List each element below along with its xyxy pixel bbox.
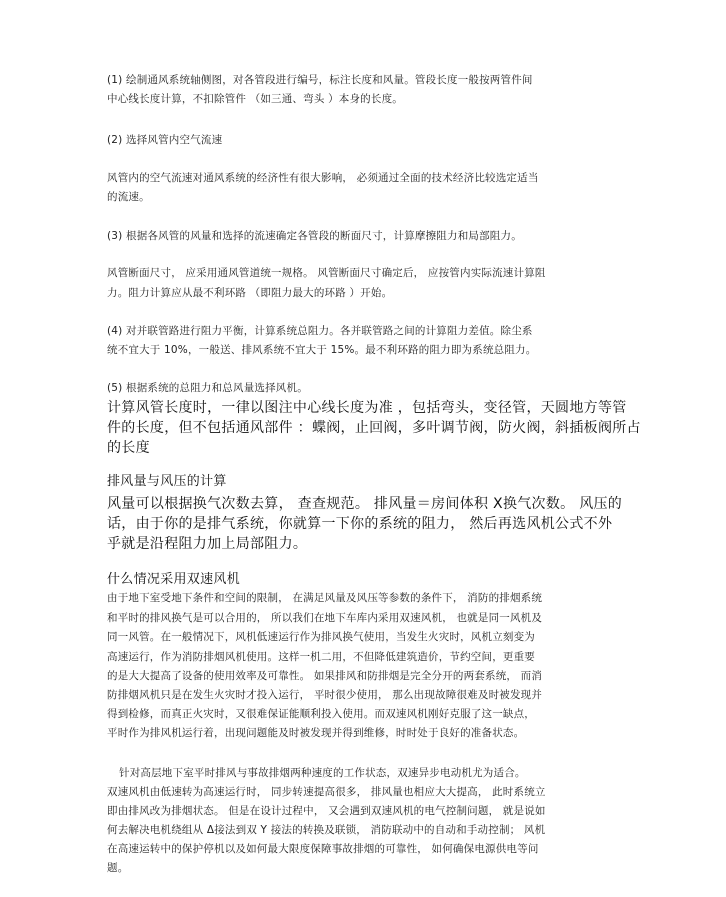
paragraph-3-line-1: 风管内的空气流速对通风系统的经济性有很大影响， 必须通过全面的技术经济比较选定适当 [107,172,539,184]
paragraph-1-line-1: (1) 绘制通风系统轴侧图，对各管段进行编号，标注长度和风量。管段长度一般按两管件间 [107,74,533,86]
paragraph-10-line-7: 得到检修，而真正火灾时，又很难保证能顺利投入使用。而双速风机刚好克服了这一缺点， [107,708,535,720]
paragraph-10-line-6: 防排烟风机只是在发生火灾时才投入运行， 平时很少使用， 那么出现故障很难及时被发现并 [107,689,543,701]
paragraph-10-line-3: 同一风管。在一般情况下，风机低速运行作为排风换气使用，当发生火灾时，风机立刻变为 [107,631,535,643]
paragraph-11-line-3: 即由排风改为排烟状态。 但是在设计过程中， 又会遇到双速风机的电气控制问题， 就是说如 [107,805,546,817]
paragraph-11-line-4: 何去解决电机绕组从 Δ接法到双 Y 接法的转换及联锁， 消防联动中的自动和手动控制； 风机 [107,824,546,836]
paragraph-11-line-5: 在高速运转中的保护停机以及如何最大限度保障事故排烟的可靠性， 如何确保电源供电等问 [107,843,539,855]
paragraph-4-heading: (3) 根据各风管的风量和选择的流速确定各管段的断面尺寸，计算摩擦阻力和局部阻力。 [107,230,522,242]
paragraph-6-line-1: (4) 对并联管路进行阻力平衡，计算系统总阻力。各并联管路之间的计算阻力差值。除尘系 [107,325,533,337]
paragraph-8-line-3: 的长度 [107,440,150,456]
section-heading-dual-speed-fan: 什么情况采用双速风机 [107,572,241,587]
paragraph-7-heading: (5) 根据系统的总阻力和总风量选择风机。 [107,382,308,394]
paragraph-8-line-1: 计算风管长度时，一律以图注中心线长度为准 ，包括弯头，变径管，天圆地方等管 [107,400,627,416]
paragraph-11-line-2: 双速风机由低速转为高速运行时， 同步转速提高很多， 排风量也相应大大提高， 此时系统立 [107,786,546,798]
paragraph-11-line-1: 针对高层地下室平时排风与事故排烟两种速度的工作状态，双速异步电动机尤为适合。 [119,767,526,779]
paragraph-9-line-2: 话，由于你的是排气系统，你就算一下你的系统的阻力， 然后再选风机公式不外 [107,516,613,532]
paragraph-2-heading: (2) 选择风管内空气流速 [107,134,223,146]
paragraph-1-line-2: 中心线长度计算，不扣除管件 （如三通、弯头 ）本身的长度。 [107,93,403,105]
section-heading-exhaust-calc: 排风量与风压的计算 [107,474,227,489]
paragraph-9-line-1: 风量可以根据换气次数去算， 查查规范。 排风量＝房间体积 X换气次数。 风压的 [107,496,623,512]
paragraph-5-line-2: 力。阻力计算应从最不利环路 （即阻力最大的环路 ）开始。 [107,287,393,299]
paragraph-8-line-2: 件的长度，但不包括通风部件 ：蝶阀，止回阀，多叶调节阀，防火阀，斜插板阀所占 [107,420,641,436]
paragraph-6-line-2: 统不宜大于 10%，一般送、排风系统不宜大于 15%。最不利环路的阻力即为系统总阻力。 [107,344,537,356]
paragraph-3-line-2: 的流速。 [107,191,150,203]
paragraph-11-line-6: 题。 [107,862,129,874]
paragraph-10-line-8: 平时作为排风机运行着，出现问题能及时被发现并得到维修，时时处于良好的准备状态。 [107,727,525,739]
paragraph-10-line-1: 由于地下室受地下条件和空间的限制， 在满足风量及风压等参数的条件下， 消防的排烟系统 [107,592,543,604]
paragraph-10-line-4: 高速运行，作为消防排烟风机使用。这样一机二用，不但降低建筑造价，节约空间，更重要 [107,651,535,663]
paragraph-9-line-3: 乎就是沿程阻力加上局部阻力。 [107,536,308,552]
paragraph-10-line-2: 和平时的排风换气是可以合用的， 所以我们在地下车库内采用双速风机， 也就是同一风机及 [107,612,543,624]
paragraph-10-line-5: 的是大大提高了设备的使用效率及可靠性。 如果排风和防排烟是完全分开的两套系统， 而消 [107,670,543,682]
paragraph-5-line-1: 风管断面尺寸， 应采用通风管道统一规格。 风管断面尺寸确定后， 应按管内实际流速计算阻 [107,267,546,279]
